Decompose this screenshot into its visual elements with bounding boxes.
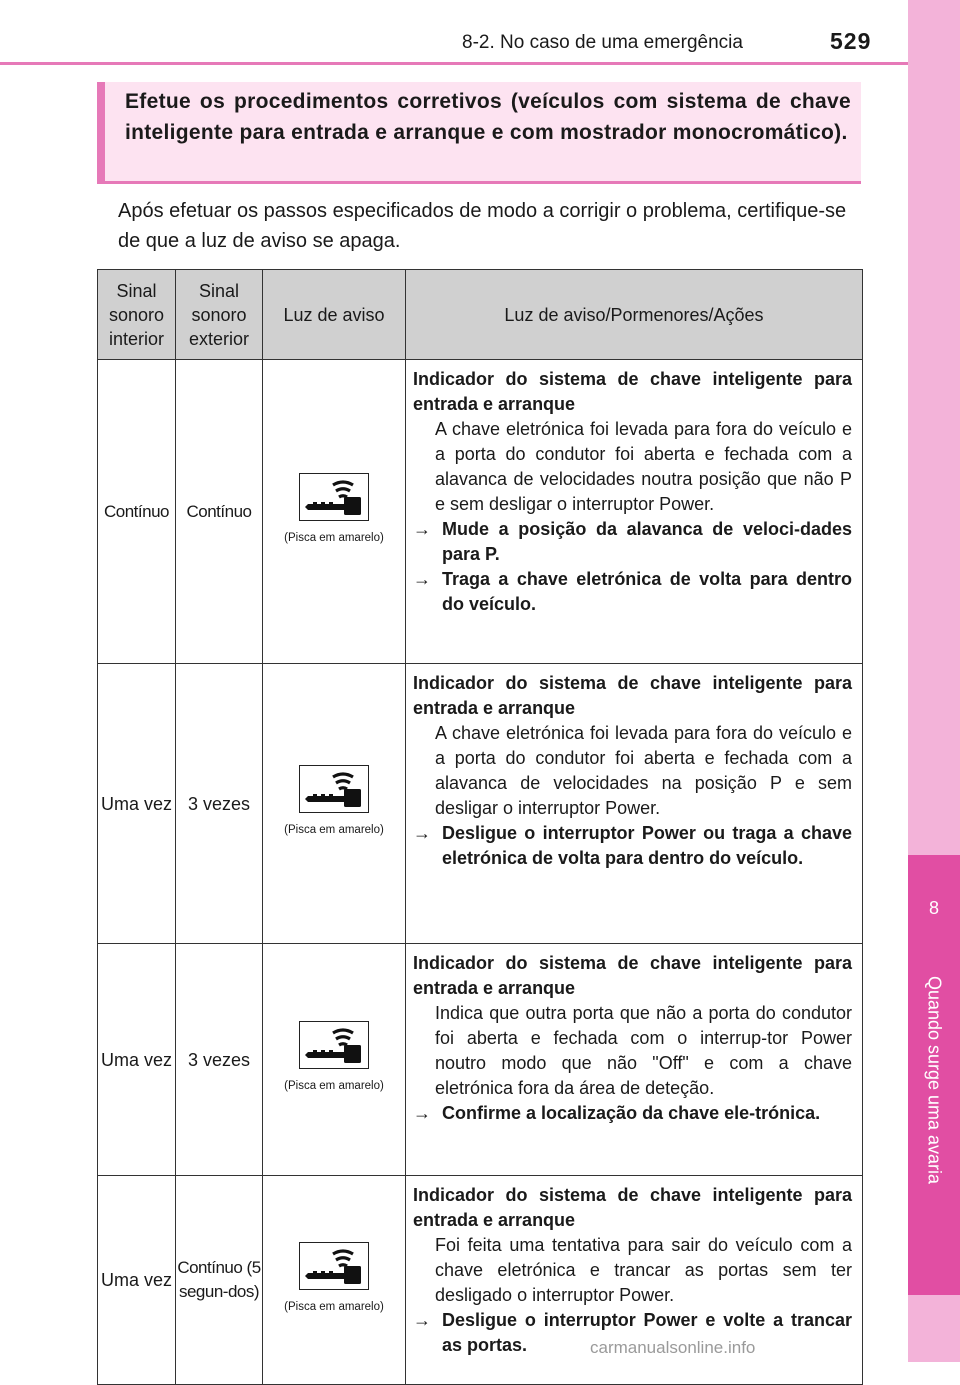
corrective-action: → Mude a posição da alavanca de veloci-dades para P.	[413, 519, 852, 564]
indicator-description: Indica que outra porta que não a porta do condutor foi aberta e fechada com o interrup-tor Power noutro modo que não "Off" e com a chave eletrónica fora da área de deteção.	[435, 1003, 852, 1098]
corrective-action: → Confirme a localização da chave ele-trónica.	[413, 1101, 852, 1126]
indicator-title: Indicador do sistema de chave inteligente para entrada e arranque	[413, 953, 852, 998]
corrective-action: → Traga a chave eletrónica de volta para dentro do veículo.	[413, 569, 852, 614]
table-row	[98, 664, 863, 944]
warning-light-cell	[263, 360, 406, 664]
warning-light-cell	[263, 944, 406, 1176]
interior-buzzer-cell: Contínuo	[98, 360, 176, 664]
interior-buzzer-cell: Uma vez	[98, 1176, 176, 1385]
chapter-title: Quando surge uma avaria	[924, 975, 945, 1185]
indicator-title: Indicador do sistema de chave inteligente para entrada e arranque	[413, 1185, 852, 1230]
table-row	[98, 944, 863, 1176]
footer-watermark: carmanualsonline.info	[590, 1338, 756, 1357]
col-header-warning-light: Luz de aviso	[263, 270, 406, 360]
arrow-icon: →	[413, 519, 431, 539]
details-cell	[406, 360, 863, 664]
indicator-title: Indicador do sistema de chave inteligente para entrada e arranque	[413, 673, 852, 718]
warning-light-cell	[263, 1176, 406, 1385]
page-number: 529	[830, 28, 872, 54]
arrow-icon: →	[413, 823, 431, 843]
exterior-buzzer-cell: Contínuo	[176, 360, 263, 664]
corrective-action: → Desligue o interruptor Power ou traga a chave eletrónica de volta para dentro do veículo.	[413, 823, 852, 868]
exterior-buzzer-cell: Contínuo (5 segun-dos)	[176, 1176, 263, 1385]
interior-buzzer-cell: Uma vez	[98, 944, 176, 1176]
warning-table	[97, 269, 863, 1385]
smart-key-warning-icon	[299, 1242, 369, 1290]
smart-key-warning-icon	[299, 473, 369, 521]
lamp-caption: (Pisca em amarelo)	[284, 532, 384, 544]
details-cell	[406, 664, 863, 944]
interior-buzzer-cell: Uma vez	[98, 664, 176, 944]
details-cell	[406, 944, 863, 1176]
arrow-icon: →	[413, 569, 431, 589]
arrow-icon: →	[413, 1310, 431, 1330]
smart-key-warning-icon	[299, 765, 369, 813]
indicator-title: Indicador do sistema de chave inteligente para entrada e arranque	[413, 369, 852, 414]
table-row	[98, 360, 863, 664]
exterior-buzzer-cell: 3 vezes	[176, 664, 263, 944]
chapter-number: 8	[928, 898, 939, 918]
warning-light-cell	[263, 664, 406, 944]
lamp-caption: (Pisca em amarelo)	[284, 1300, 384, 1313]
indicator-description: A chave eletrónica foi levada para fora do veículo e a porta do condutor foi aberta e fechada com a alavanca de velocidades noutra posição que não P e sem desligar o interruptor Power.	[435, 419, 852, 514]
procedure-heading-box	[97, 82, 861, 184]
lamp-caption: (Pisca em amarelo)	[284, 1080, 384, 1092]
procedure-heading: Efetue os procedimentos corretivos (veículos com sistema de chave inteligente para entrada e arranque e com mostrador monocromático).	[125, 90, 851, 144]
header-rule	[0, 62, 908, 65]
indicator-description: A chave eletrónica foi levada para fora do veículo e a porta do condutor foi aberta e fechada com a alavanca de velocidades na posição P e sem desligar o interruptor Power.	[435, 723, 852, 818]
table-header-row	[98, 270, 863, 360]
intro-paragraph: Após efetuar os passos especificados de modo a corrigir o problema, certifique-se de que a luz de aviso se apaga.	[118, 200, 847, 252]
arrow-icon: →	[413, 1103, 431, 1123]
exterior-buzzer-cell: 3 vezes	[176, 944, 263, 1176]
section-title: 8-2. No caso de uma emergência	[462, 32, 743, 53]
indicator-description: Foi feita uma tentativa para sair do veículo com a chave eletrónica e trancar as portas sem ter desligado o interruptor Power.	[435, 1235, 852, 1305]
smart-key-warning-icon	[299, 1021, 369, 1069]
col-header-exterior-buzzer: Sinal sonoro exterior	[176, 270, 263, 360]
col-header-details: Luz de aviso/Pormenores/Ações	[406, 270, 863, 360]
col-header-interior-buzzer: Sinal sonoro interior	[98, 270, 176, 360]
corrective-action: → Desligue o interruptor Power e volte a trancar as portas.	[413, 1310, 852, 1355]
lamp-caption: (Pisca em amarelo)	[284, 824, 384, 836]
